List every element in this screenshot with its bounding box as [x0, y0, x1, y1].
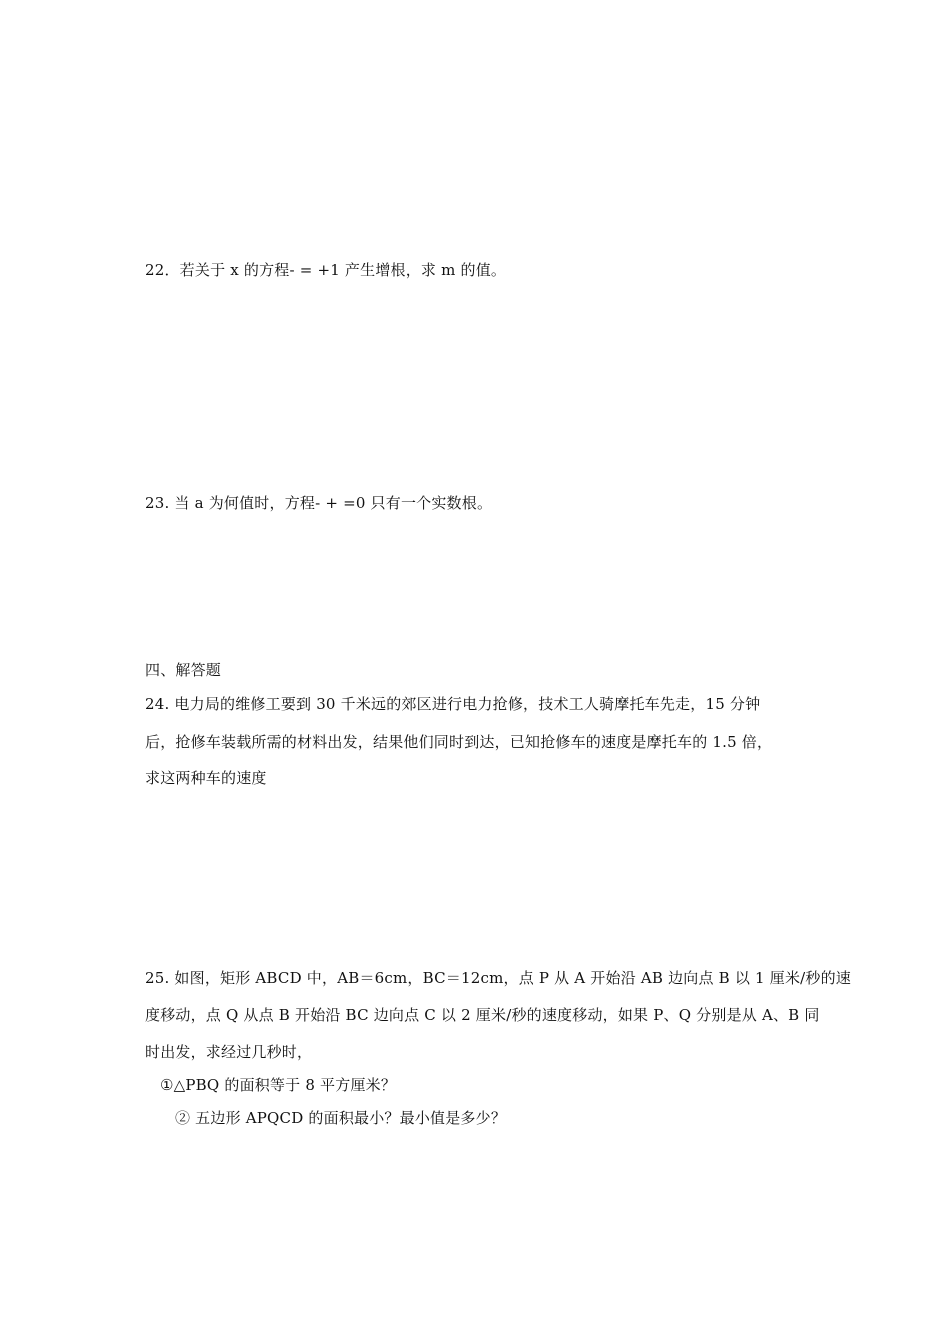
question-25-line-1: 25. 如图，矩形 ABCD 中，AB＝6cm，BC＝12cm，点 P 从 A 开始沿 AB 边向点 B 以 1 厘米/秒的速 — [145, 969, 851, 987]
question-23: 23. 当 a 为何值时，方程- + =0 只有一个实数根。 — [145, 494, 493, 512]
question-24-line-3: 求这两种车的速度 — [145, 769, 267, 787]
question-25-line-3: 时出发，求经过几秒时， — [145, 1043, 313, 1061]
question-25-line-2: 度移动，点 Q 从点 B 开始沿 BC 边向点 C 以 2 厘米/秒的速度移动，如果 P、Q 分别是从 A、B 同 — [145, 1006, 820, 1024]
question-25-sub-1: ①△PBQ 的面积等于 8 平方厘米？ — [160, 1076, 397, 1094]
question-25-sub-2: ② 五边形 APQCD 的面积最小？最小值是多少？ — [175, 1109, 507, 1127]
section-4-title: 四、解答题 — [145, 661, 222, 679]
question-24-line-1: 24. 电力局的维修工要到 30 千米远的郊区进行电力抢修，技术工人骑摩托车先走，15 分钟 — [145, 695, 761, 713]
question-24-line-2: 后，抢修车装载所需的材料出发，结果他们同时到达，已知抢修车的速度是摩托车的 1.5 倍， — [145, 733, 773, 751]
question-22: 22．若关于 x 的方程- = +1 产生增根，求 m 的值。 — [145, 261, 507, 279]
